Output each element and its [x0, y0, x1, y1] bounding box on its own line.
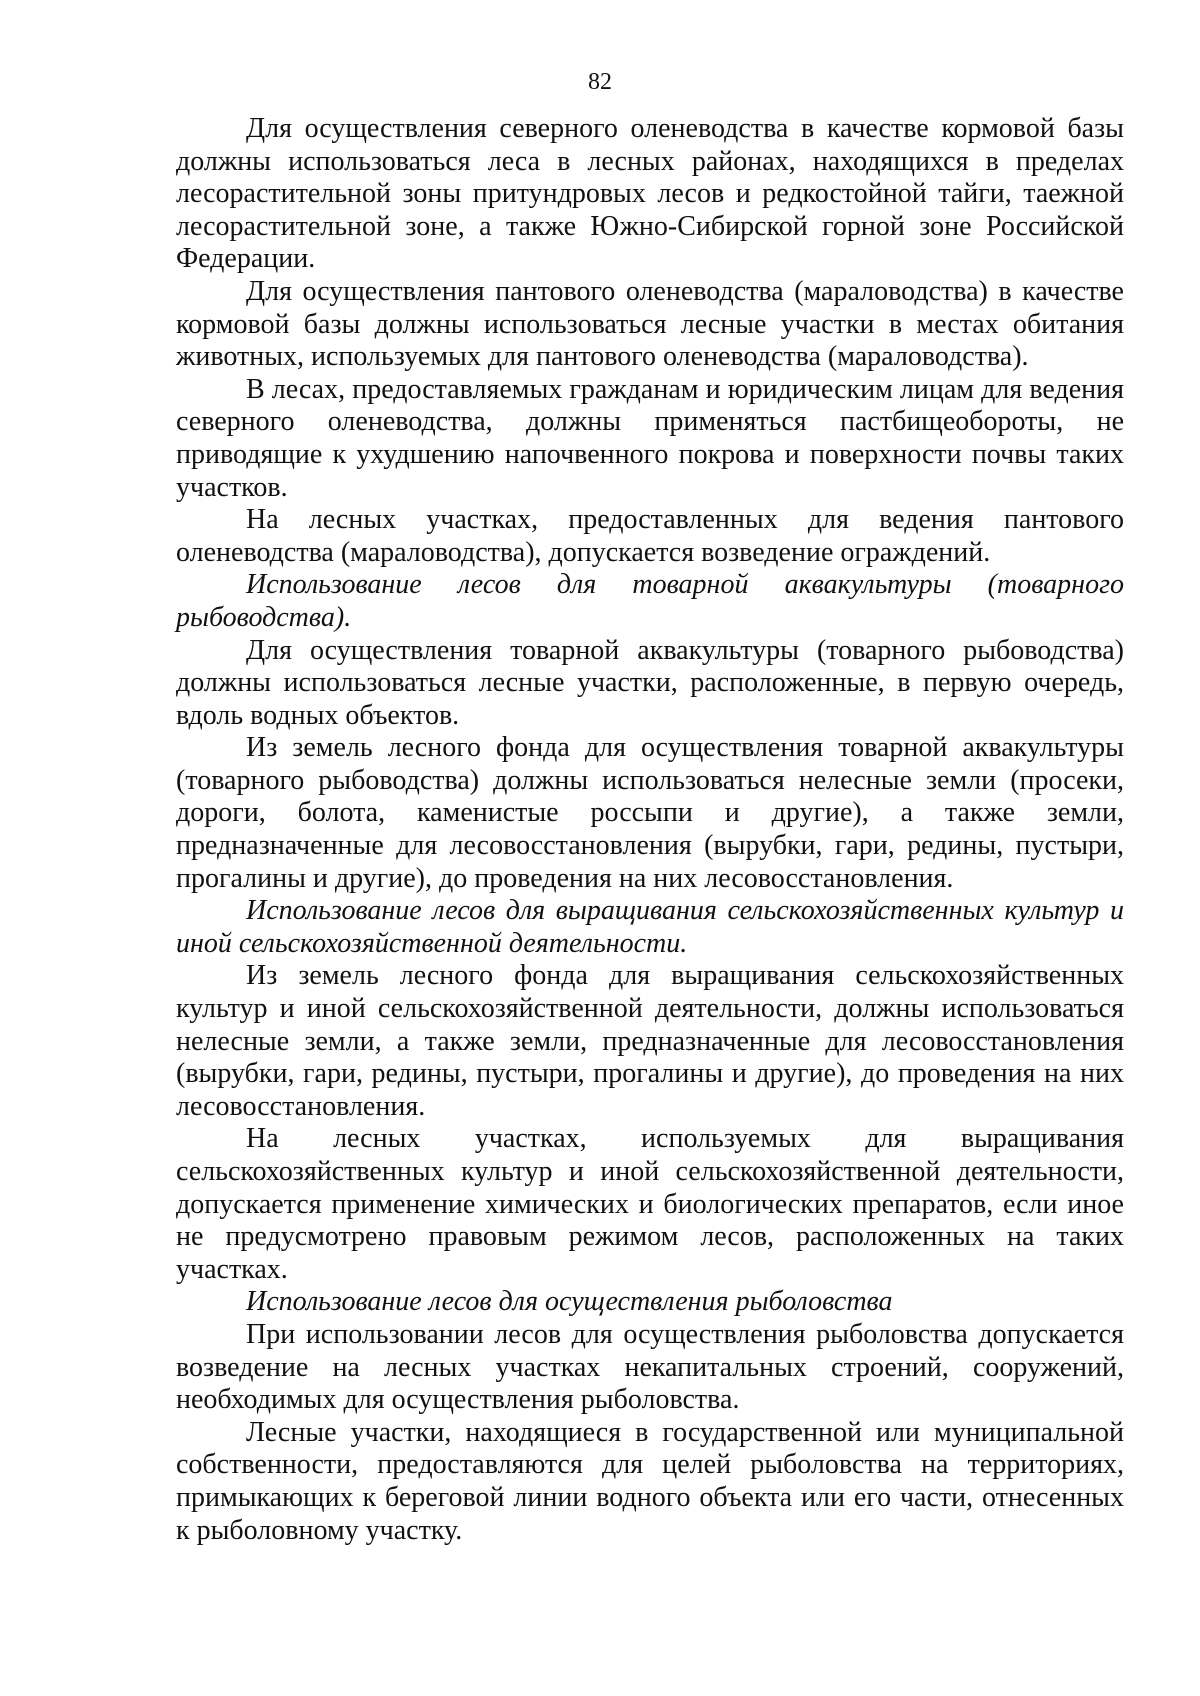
- paragraph-fishing-plots: Лесные участки, находящиеся в государственной или муниципальной собственности, предоставляются для целей рыболовства на территориях, примыкающих к береговой линии водного объекта или его части, отнесенных к рыболовному участку.: [176, 1416, 1124, 1546]
- section-heading-agriculture: Использование лесов для выращивания сельскохозяйственных культур и иной сельскохозяйственной деятельности.: [176, 895, 1124, 959]
- paragraph-northern-reindeer-forage: Для осуществления северного оленеводства в качестве кормовой базы должны использоваться леса в лесных районах, находящихся в пределах лесорастительной зоны притундровых лесов и редкостойной тайги, таежной лесорастительной зоне, а также Южно-Сибирской горной зоне Российской Федерации.: [176, 113, 1124, 275]
- section-heading-fishing: Использование лесов для осуществления рыболовства: [246, 1286, 893, 1318]
- paragraph-aquaculture-plots: Для осуществления товарной аквакультуры (товарного рыбоводства) должны использоваться лесные участки, расположенные, в первую очередь, вдоль водных объектов.: [176, 634, 1124, 731]
- document-body: [176, 113, 1124, 1547]
- paragraph-agriculture-lands: Из земель лесного фонда для выращивания сельскохозяйственных культур и иной сельскохозяйственной деятельности, должны использоваться нелесные земли, а также земли, предназначенные для лесовосстановления (вырубки, гари, редины, пустыри, прогалины и другие), до проведения на них лесовосстановления.: [176, 960, 1124, 1122]
- page-number: 82: [588, 69, 612, 95]
- paragraph-antler-reindeer-forage: Для осуществления пантового оленеводства (мараловодства) в качестве кормовой базы должны использоваться лесные участки в местах обитания животных, используемых для пантового оленеводства (мараловодства).: [176, 275, 1124, 373]
- paragraph-pasture-rotation: В лесах, предоставляемых гражданам и юридическим лицам для ведения северного оленеводства, должны применяться пастбищеобороты, не приводящие к ухудшению напочвенного покрова и поверхности почвы таких участков.: [176, 373, 1124, 503]
- section-heading-aquaculture: Использование лесов для товарной аквакультуры (товарного рыбоводства).: [176, 569, 1124, 633]
- paragraph-aquaculture-lands: Из земель лесного фонда для осуществления товарной аквакультуры (товарного рыбоводства) должны использоваться нелесные земли (просеки, дороги, болота, каменистые россыпи и другие), а также земли, предназначенные для лесовосстановления (вырубки, гари, редины, пустыри, прогалины и другие), до проведения на них лесовосстановления.: [176, 732, 1124, 894]
- paragraph-fencing: На лесных участках, предоставленных для ведения пантового оленеводства (мараловодства), допускается возведение ограждений.: [176, 504, 1124, 568]
- paragraph-fishing-structures: При использовании лесов для осуществления рыболовства допускается возведение на лесных участках некапитальных строений, сооружений, необходимых для осуществления рыболовства.: [176, 1318, 1124, 1416]
- paragraph-agriculture-chemicals: На лесных участках, используемых для выращивания сельскохозяйственных культур и иной сельскохозяйственной деятельности, допускается применение химических и биологических препаратов, если иное не предусмотрено правовым режимом лесов, расположенных на таких участках.: [176, 1123, 1124, 1285]
